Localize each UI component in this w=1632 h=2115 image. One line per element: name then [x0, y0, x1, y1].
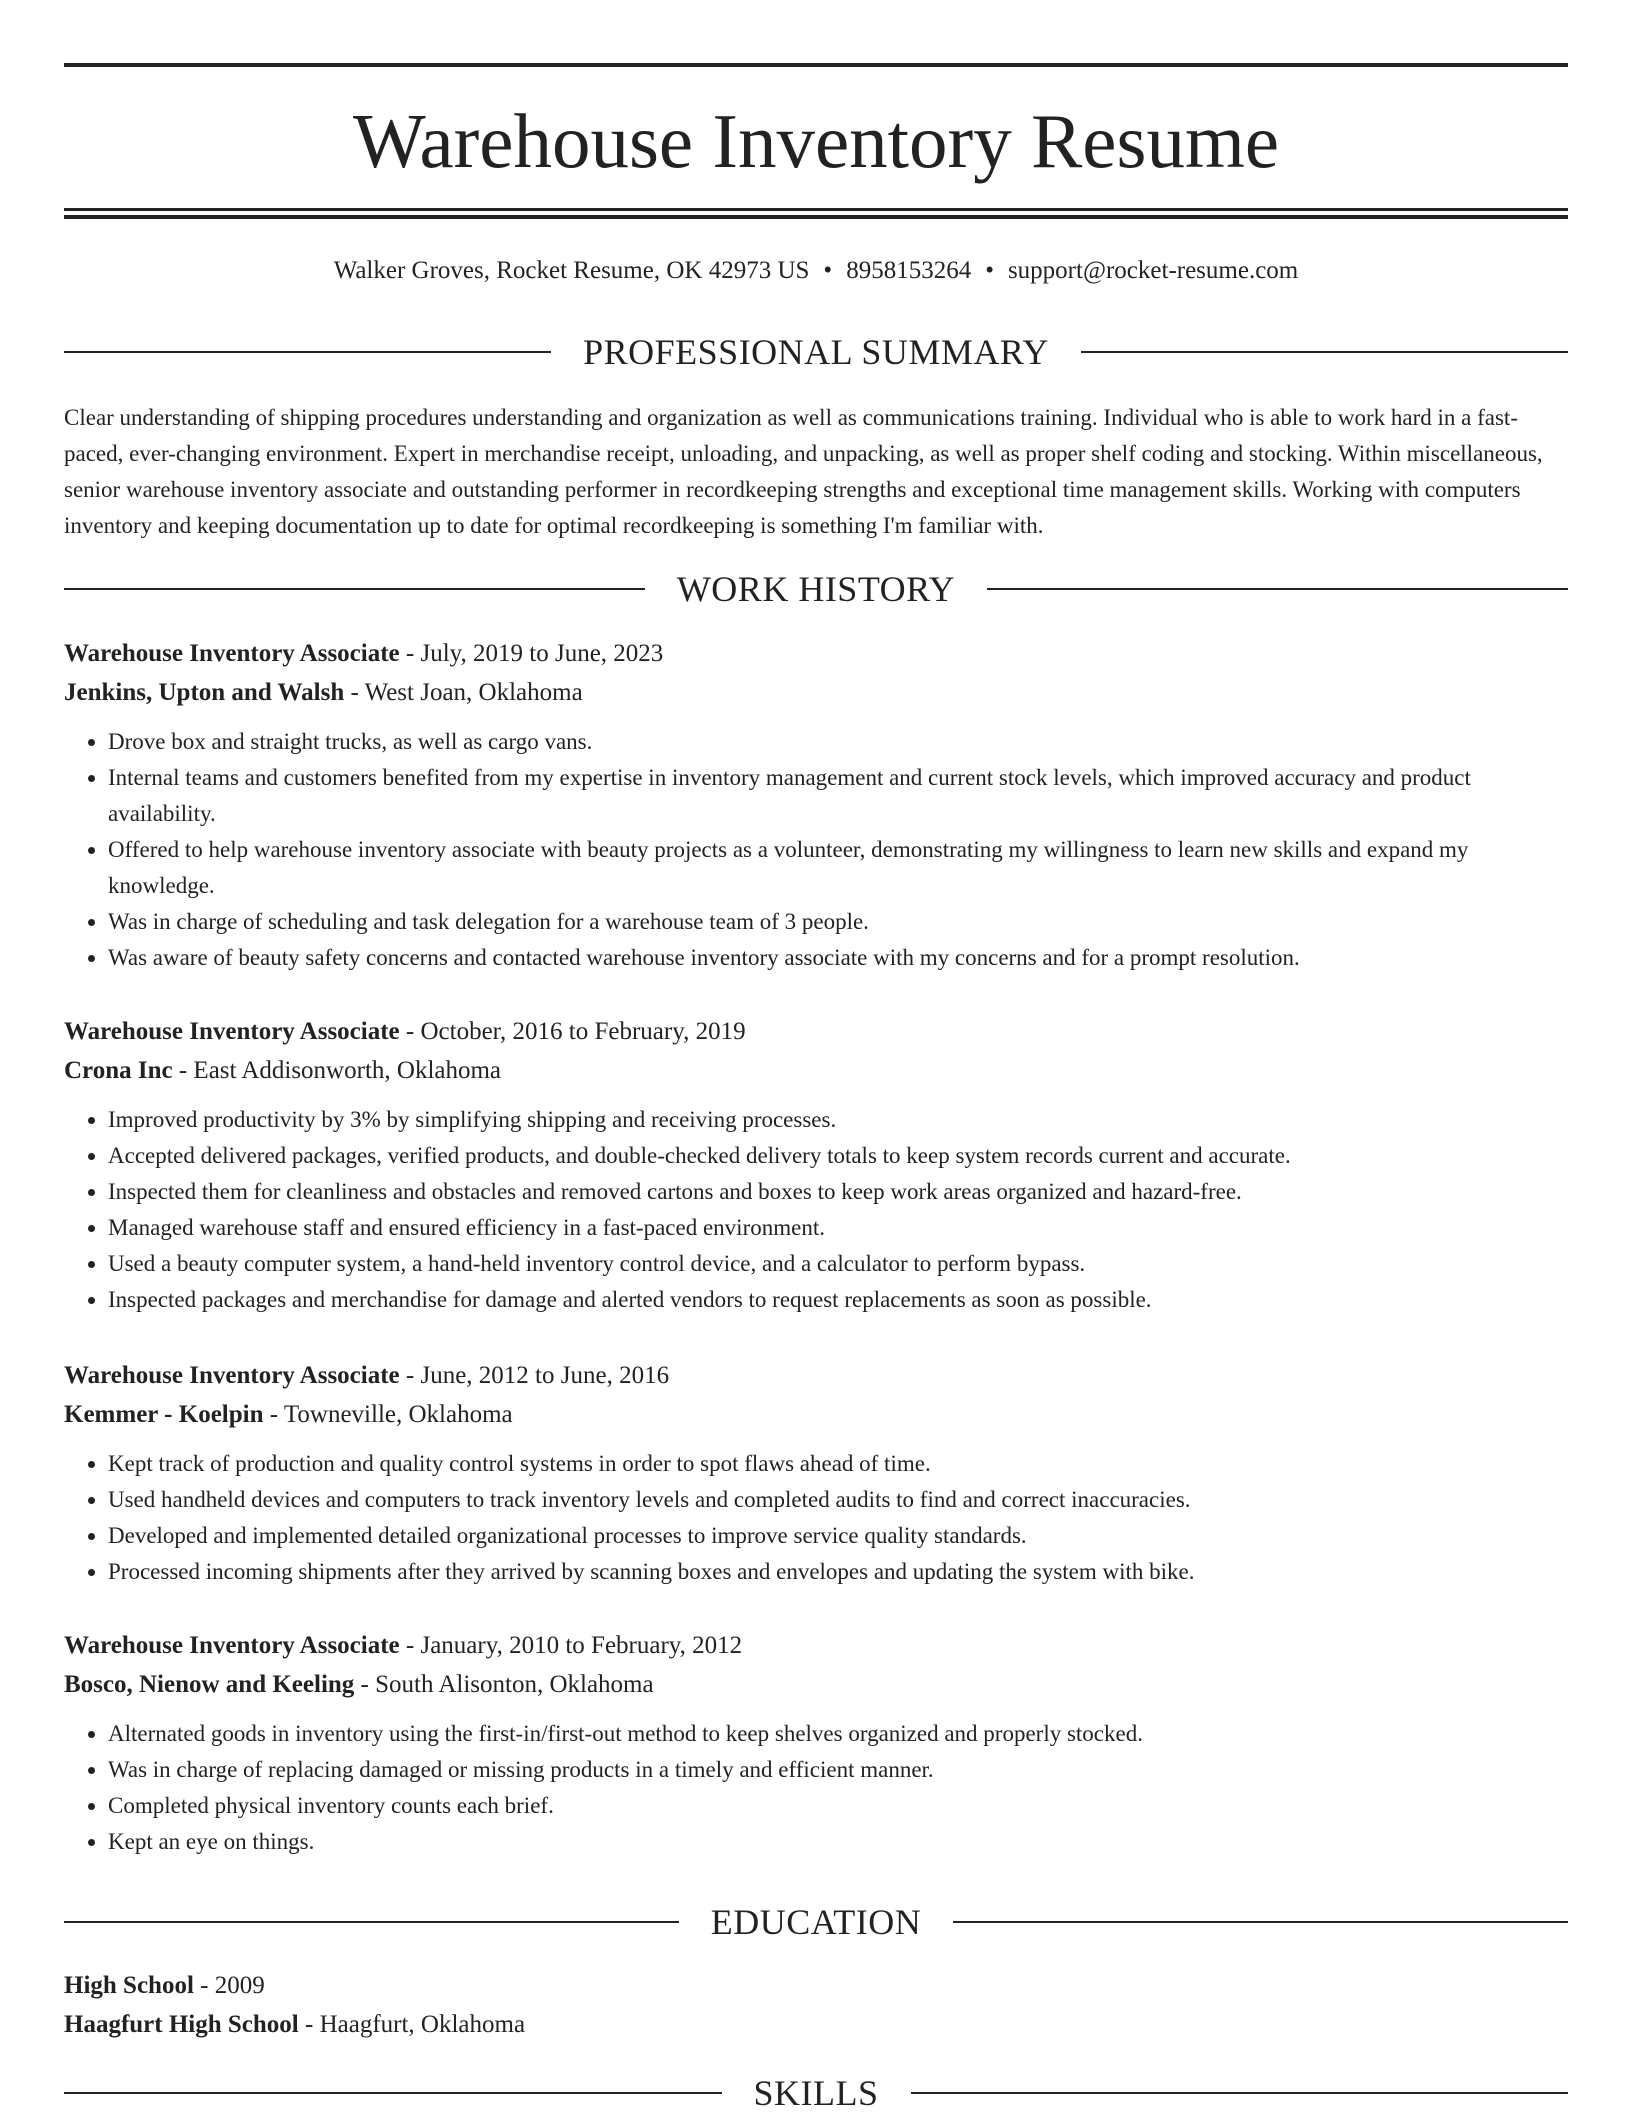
job-company: Jenkins, Upton and Walsh [64, 679, 345, 706]
section-heading-label: PROFESSIONAL SUMMARY [583, 332, 1049, 372]
top-rule [64, 63, 1568, 67]
job-bullets [64, 724, 1568, 976]
job-entry [64, 634, 1568, 976]
education-school: Haagfurt High School [64, 2011, 299, 2038]
job-company-line [64, 1051, 1568, 1090]
section-heading-education [64, 1900, 1568, 1944]
job-company: Crona Inc [64, 1057, 173, 1084]
bullet-item: • Managed warehouse staff and ensured efficiency in a fast-paced environment. [108, 1210, 1568, 1246]
heading-rule-right [1081, 351, 1568, 353]
section-heading-label: WORK HISTORY [676, 569, 956, 609]
job-dates: - July, 2019 to June, 2023 [399, 640, 664, 667]
heading-rule-left [64, 2092, 722, 2094]
job-dates: - January, 2010 to February, 2012 [399, 1632, 743, 1659]
bullet-item: • Was in charge of replacing damaged or missing products in a timely and efficient manner. [108, 1752, 1568, 1788]
contact-separator: • [823, 257, 833, 284]
section-heading-skills [64, 2071, 1568, 2115]
bullet-item: • Used handheld devices and computers to track inventory levels and completed audits to find and correct inaccuracies. [108, 1482, 1568, 1518]
section-heading-label: SKILLS [753, 2073, 879, 2113]
education-entry [64, 1966, 1568, 2044]
job-company-line [64, 1395, 1568, 1434]
bullet-item: • Kept track of production and quality control systems in order to spot flaws ahead of time. [108, 1446, 1568, 1482]
title-rule-upper [64, 208, 1568, 211]
education-year: - 2009 [193, 1972, 265, 1999]
job-location: - Towneville, Oklahoma [263, 1401, 513, 1428]
job-title-line [64, 1626, 1568, 1665]
heading-rule-left [64, 1921, 679, 1923]
bullet-item: • Accepted delivered packages, verified products, and double-checked delivery totals to keep system records current and accurate. [108, 1138, 1568, 1174]
education-degree-line [64, 1966, 1568, 2005]
job-company-line [64, 1665, 1568, 1704]
bullet-item: • Kept an eye on things. [108, 1824, 1568, 1860]
job-title-line [64, 634, 1568, 673]
job-title: Warehouse Inventory Associate [64, 1362, 400, 1389]
contact-email: support@rocket-resume.com [1007, 257, 1299, 284]
job-bullets [64, 1446, 1568, 1590]
job-location: - East Addisonworth, Oklahoma [172, 1057, 502, 1084]
job-title: Warehouse Inventory Associate [64, 1632, 400, 1659]
job-location: - West Joan, Oklahoma [344, 679, 583, 706]
bullet-item: • Improved productivity by 3% by simplifying shipping and receiving processes. [108, 1102, 1568, 1138]
contact-address: Walker Groves, Rocket Resume, OK 42973 US [333, 257, 810, 284]
job-title-line [64, 1012, 1568, 1051]
contact-phone: 8958153264 [846, 257, 972, 284]
bullet-item: • Inspected packages and merchandise for damage and alerted vendors to request replacements as soon as possible. [108, 1282, 1568, 1318]
job-title-line [64, 1356, 1568, 1395]
education-degree: High School [64, 1972, 194, 1999]
bullet-item: • Was in charge of scheduling and task delegation for a warehouse team of 3 people. [108, 904, 1568, 940]
bullet-item: • Inspected them for cleanliness and obstacles and removed cartons and boxes to keep work areas organized and hazard-free. [108, 1174, 1568, 1210]
bullet-item: • Used a beauty computer system, a hand-held inventory control device, and a calculator to perform bypass. [108, 1246, 1568, 1282]
job-title: Warehouse Inventory Associate [64, 640, 400, 667]
job-location: - South Alisonton, Oklahoma [354, 1671, 654, 1698]
job-bullets [64, 1716, 1568, 1860]
heading-rule-left [64, 588, 645, 590]
summary-text: Clear understanding of shipping procedures understanding and organization as well as communications training. Individual who is able to work hard in a fast-paced, ever-changing environment. Expert in merchandise receipt, unloading, and unpacking, as well as proper shelf coding and stocking. Within miscellaneous, senior warehouse inventory associate and outstanding performer in recordkeeping strengths and exceptional time management skills. Working with computers inventory and keeping documentation up to date for optimal recordkeeping is something I'm familiar with. [64, 405, 1543, 538]
contact-separator: • [985, 257, 994, 284]
bullet-item: • Processed incoming shipments after they arrived by scanning boxes and envelopes and updating the system with bike. [108, 1554, 1568, 1590]
bullet-item: • Drove box and straight trucks, as well as cargo vans. [108, 724, 1568, 760]
contact-line [64, 254, 1568, 288]
job-company-line [64, 673, 1568, 712]
job-dates: - October, 2016 to February, 2019 [399, 1018, 746, 1045]
job-company: Bosco, Nienow and Keeling [64, 1671, 355, 1698]
bullet-item: • Developed and implemented detailed organizational processes to improve service quality standards. [108, 1518, 1568, 1554]
job-entry [64, 1012, 1568, 1318]
bullet-item: • Completed physical inventory counts each brief. [108, 1788, 1568, 1824]
resume-title: Warehouse Inventory Resume [352, 98, 1280, 184]
section-heading-summary [64, 330, 1568, 374]
heading-rule-right [953, 1921, 1568, 1923]
section-heading-work-history [64, 567, 1568, 611]
bullet-item: • Alternated goods in inventory using the first-in/first-out method to keep shelves organized and properly stocked. [108, 1716, 1568, 1752]
education-school-line [64, 2005, 1568, 2044]
heading-rule-right [987, 588, 1568, 590]
bullet-item: • Offered to help warehouse inventory associate with beauty projects as a volunteer, demonstrating my willingness to learn new skills and expand my knowledge. [108, 832, 1568, 904]
job-title: Warehouse Inventory Associate [64, 1018, 400, 1045]
education-location: - Haagfurt, Oklahoma [298, 2011, 526, 2038]
job-bullets [64, 1102, 1568, 1318]
bullet-item: • Internal teams and customers benefited from my expertise in inventory management and current stock levels, which improved accuracy and product availability. [108, 760, 1568, 832]
heading-rule-left [64, 351, 551, 353]
bullet-item: • Was aware of beauty safety concerns and contacted warehouse inventory associate with my concerns and for a prompt resolution. [108, 940, 1568, 976]
job-entry [64, 1356, 1568, 1590]
title-rule-lower [64, 215, 1568, 219]
heading-rule-right [911, 2092, 1569, 2094]
section-heading-label: EDUCATION [710, 1902, 922, 1942]
job-entry [64, 1626, 1568, 1860]
job-company: Kemmer - Koelpin [64, 1401, 264, 1428]
job-dates: - June, 2012 to June, 2016 [399, 1362, 670, 1389]
